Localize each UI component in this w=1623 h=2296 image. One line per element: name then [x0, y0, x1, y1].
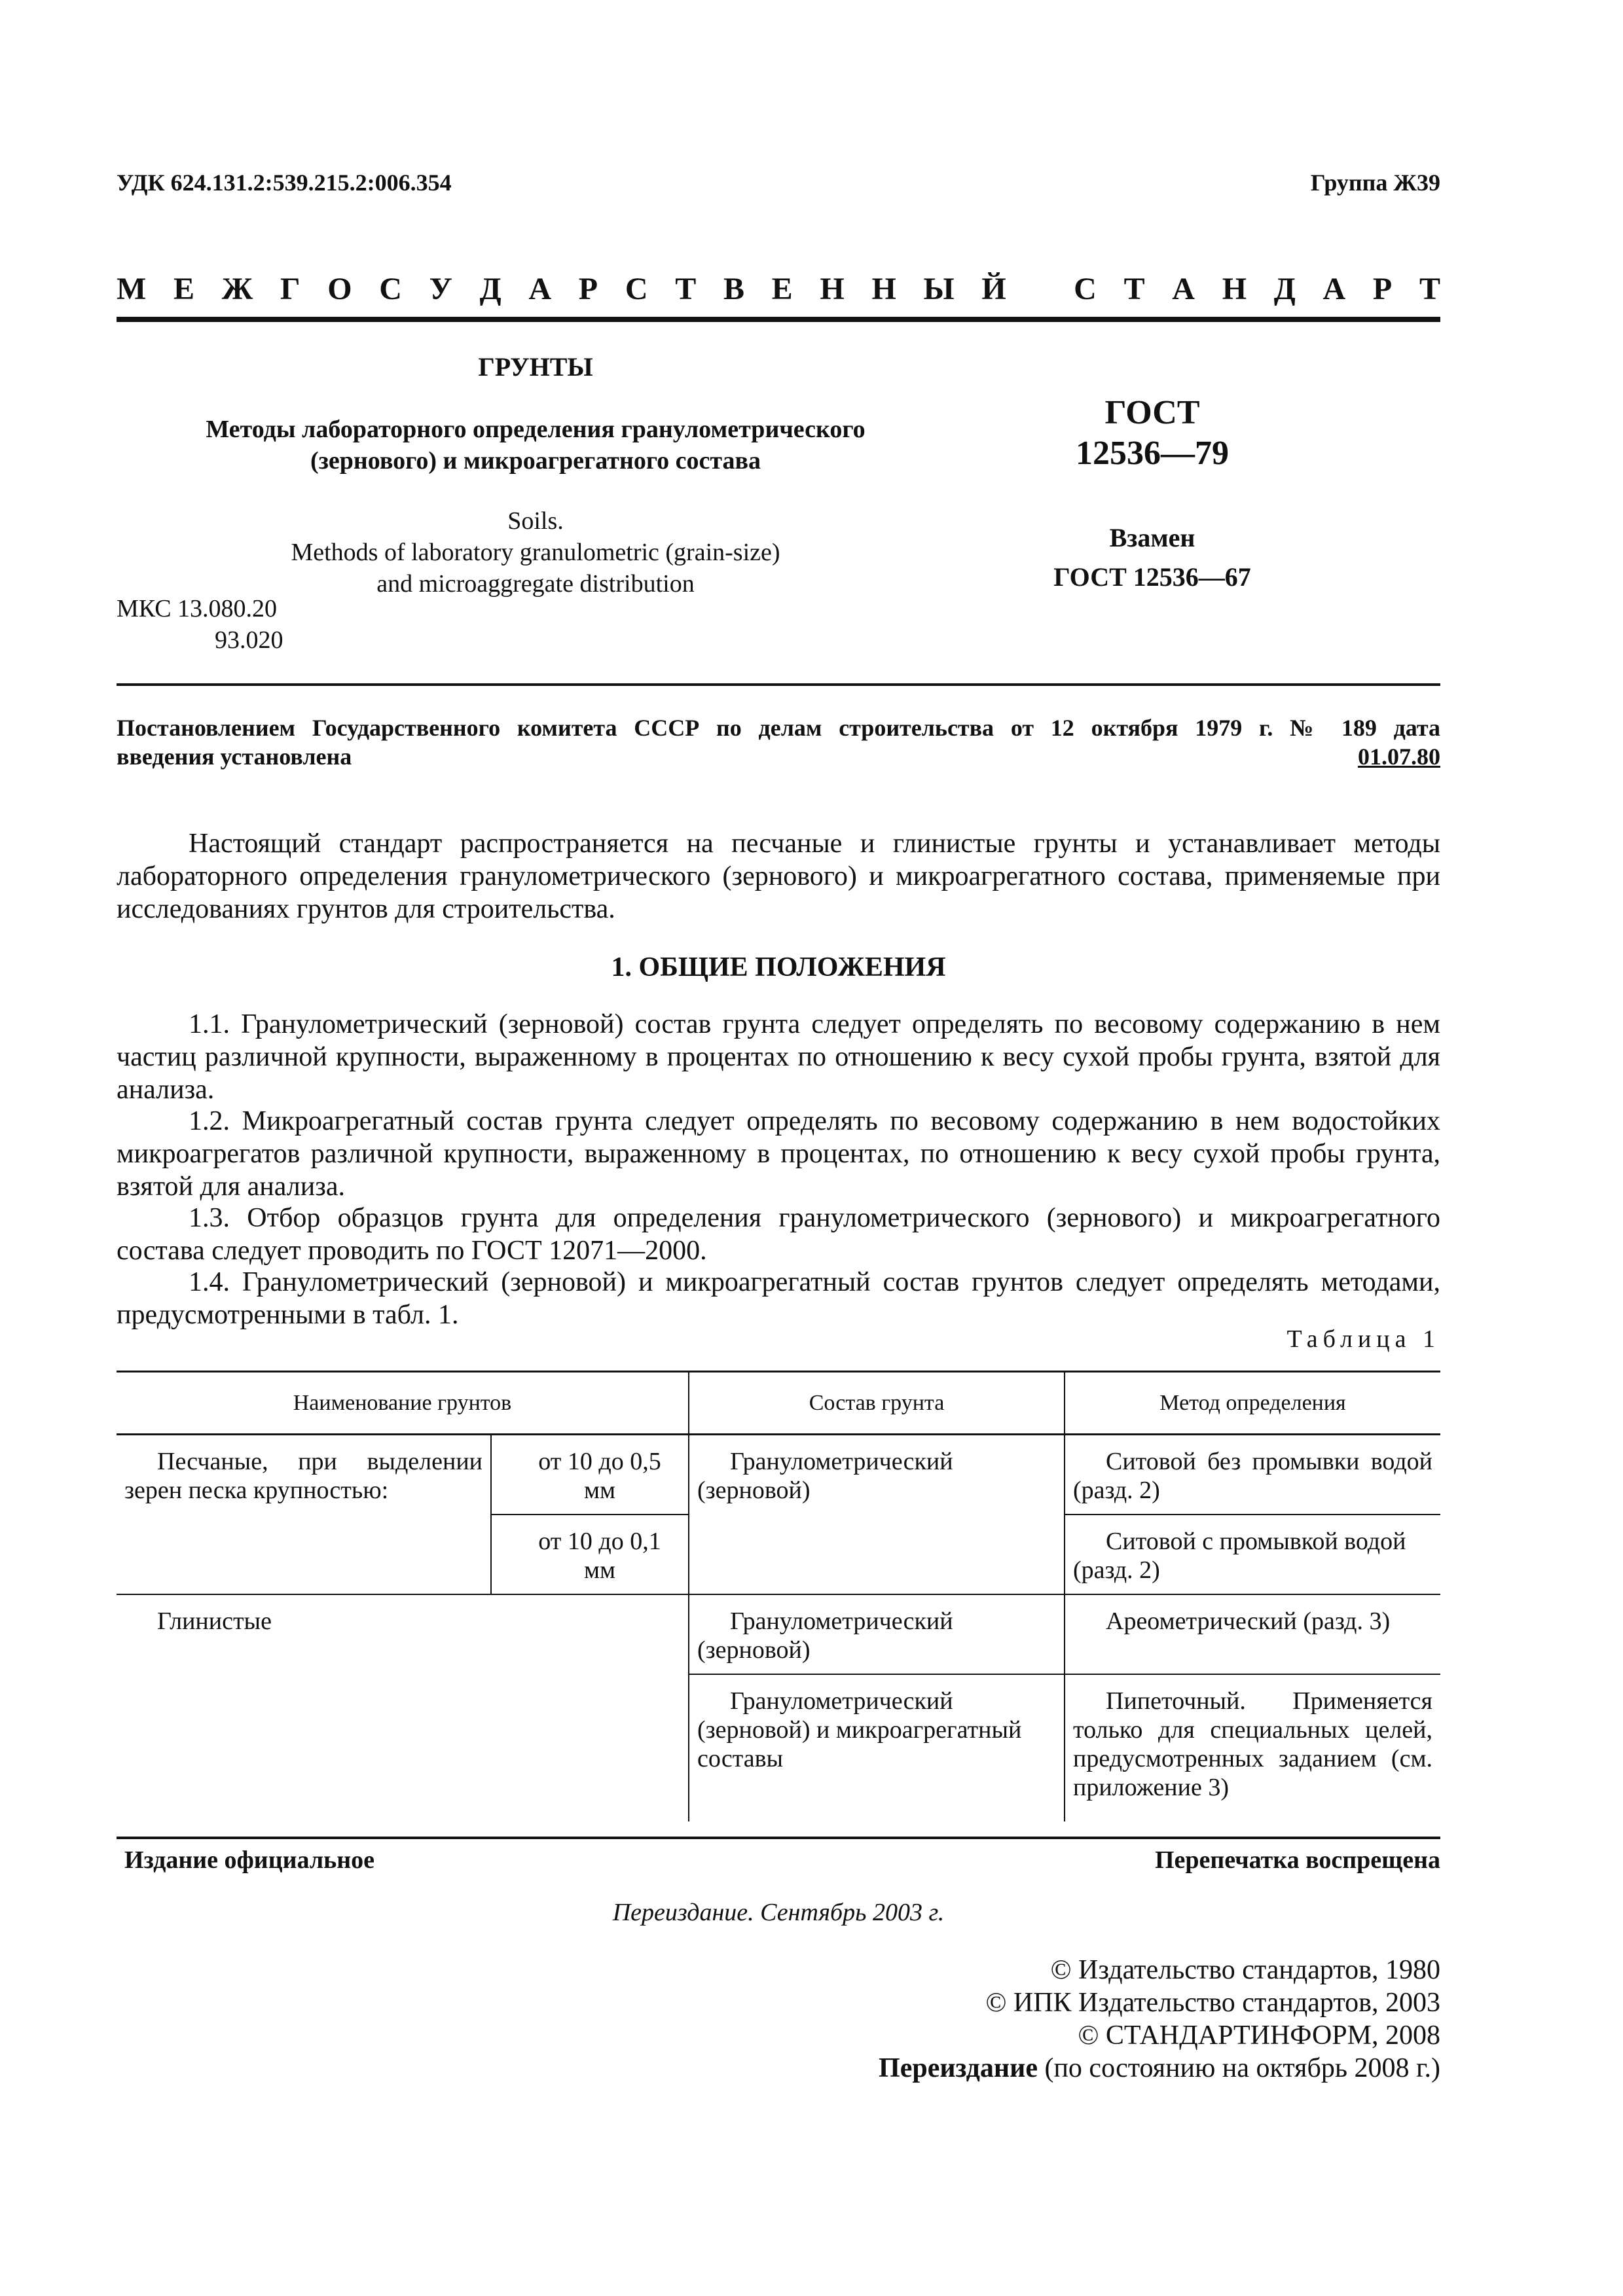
reissue-bold-label: Переиздание — [879, 2053, 1038, 2083]
banner-letter: Н — [820, 272, 845, 306]
intro-paragraph: Настоящий стандарт распространяется на песчаные и глинистые грунты и устанавливает методы лабораторного определения гранулометрического (зернового) и микроагрегатного состава, применяемые при исследованиях грунтов для строительства. — [117, 829, 1440, 924]
english-line-1: Soils. — [507, 507, 564, 535]
decree-line-2: введения установлена — [117, 744, 352, 770]
copyright-2003: © ИПК Издательство стандартов, 2003 — [985, 1988, 1440, 2018]
banner-letter: О — [327, 272, 352, 306]
replaces-label: Взамен — [1109, 523, 1195, 552]
clay-label-cell: Глинистые — [117, 1594, 689, 1821]
udk-code: УДК 624.131.2:539.215.2:006.354 — [117, 170, 452, 196]
sand-label-cell: Песчаные, при выделении зерен песка крупностью: — [117, 1435, 491, 1595]
section-heading: 1. ОБЩИЕ ПОЛОЖЕНИЯ — [611, 952, 946, 982]
gost-number — [1021, 393, 1283, 474]
method-cell-2: Ситовой с промывкой водой (разд. 2) — [1065, 1515, 1440, 1594]
banner-letter: Е — [771, 272, 793, 306]
english-line-2: Methods of laboratory granulometric (grain-size) — [291, 539, 780, 566]
banner-letter: А — [1322, 272, 1346, 306]
paragraph-1-2: 1.2. Микроагрегатный состав грунта следует определять по весовому содержанию в нем водостойких микроагрегатов различной крупности, выраженному в процентах, по отношению к весу сухой пробы грунта, взятой для анализа. — [117, 1106, 1440, 1202]
decree-date: 01.07.80 — [1358, 744, 1440, 770]
paragraph-1-1: 1.1. Гранулометрический (зерновой) состав грунта следует определять по весовому содержанию в нем частиц различной крупности, выраженному в процентах по отношению к весу сухой пробы грунта, взятой для анализа. — [117, 1009, 1440, 1105]
english-title — [117, 505, 955, 600]
banner-word-gap — [1033, 271, 1046, 310]
copyright-2008: © СТАНДАРТИНФОРМ, 2008 — [1078, 2020, 1440, 2051]
gost-label: ГОСТ — [1104, 394, 1200, 431]
paragraph-1-4: 1.4. Гранулометрический (зерновой) и микроагрегатный состав грунтов следует определять методами, предусмотренными в табл. 1. — [117, 1267, 1440, 1330]
header-composition: Состав грунта — [689, 1372, 1065, 1435]
title-rule — [117, 683, 1440, 686]
size-range-1: от 10 до 0,5 мм — [491, 1435, 689, 1515]
gost-code: 12536—79 — [1076, 435, 1229, 472]
subtitle-line-2: (зернового) и микроагрегатного состава — [310, 447, 761, 475]
banner-letter: М — [117, 272, 147, 306]
table-row — [117, 1435, 1440, 1515]
header-soil-name: Наименование грунтов — [117, 1372, 689, 1435]
banner-letter: С — [379, 272, 402, 306]
table-header-row — [117, 1372, 1440, 1435]
banner-letter: Ы — [923, 272, 955, 306]
banner-letter: А — [1172, 272, 1195, 306]
banner-letter: Г — [280, 272, 301, 306]
standard-banner — [117, 271, 1440, 310]
sand-composition-cell: Гранулометрический (зерновой) — [689, 1435, 1065, 1595]
copyright-block — [879, 1954, 1440, 2085]
banner-letter: У — [429, 272, 452, 306]
decree-line-1: Постановлением Государственного комитета СССР по делам строительства от 12 октября 1979 г. № 189 дата — [117, 715, 1440, 741]
banner-letter: Т — [1419, 272, 1440, 306]
group-code: Группа Ж39 — [1310, 170, 1440, 196]
copyright-1980: © Издательство стандартов, 1980 — [1050, 1955, 1440, 1985]
banner-rule — [117, 317, 1440, 322]
clay-composition-1: Гранулометрический (зерновой) — [689, 1594, 1065, 1674]
reprint-forbidden: Перепечатка воспрещена — [1154, 1846, 1440, 1874]
size-range-2: от 10 до 0,1 мм — [491, 1515, 689, 1594]
clay-method-2: Пипеточный. Применяется только для специальных целей, предусмотренных заданием (см. приложение 3) — [1073, 1687, 1432, 1801]
english-line-3: and microaggregate distribution — [376, 570, 695, 598]
method-cell-1: Ситовой без промывки водой (разд. 2) — [1065, 1435, 1440, 1515]
banner-letter: Т — [675, 272, 697, 306]
banner-letter: Р — [578, 272, 598, 306]
banner-letter: Р — [1372, 272, 1393, 306]
subtitle-line-1: Методы лабораторного определения гранулометрического — [206, 416, 866, 443]
banner-letter: Е — [173, 272, 195, 306]
reissue-status — [879, 2052, 1440, 2085]
banner-letter: С — [1074, 272, 1097, 306]
reissue-note: Переиздание. Сентябрь 2003 г. — [612, 1899, 945, 1926]
replaces-code: ГОСТ 12536—67 — [1053, 562, 1251, 592]
clay-composition-2: Гранулометрический (зерновой) и микроагрегатный составы — [689, 1674, 1065, 1821]
banner-letter: Т — [1123, 272, 1145, 306]
table-row — [117, 1594, 1440, 1674]
table-1 — [117, 1371, 1440, 1821]
mks-codes — [117, 593, 283, 656]
banner-letter: Й — [981, 272, 1006, 306]
doc-title: ГРУНТЫ — [478, 352, 593, 382]
decree-block — [117, 713, 1440, 771]
paragraph-1-3: 1.3. Отбор образцов грунта для определения гранулометрического (зернового) и микроагрегатного состава следует проводить по ГОСТ 12071—2000. — [117, 1203, 1440, 1266]
mks-line-1: МКС 13.080.20 — [117, 595, 278, 622]
banner-letter: Н — [1222, 272, 1247, 306]
banner-letter: Ж — [221, 272, 253, 306]
table-caption: Таблица 1 — [1286, 1325, 1440, 1353]
mks-line-2: 93.020 — [215, 626, 283, 654]
banner-letter: Д — [1273, 272, 1296, 306]
banner-letter: Д — [479, 272, 501, 306]
banner-letter: Н — [871, 272, 896, 306]
reissue-status-note: (по состоянию на октябрь 2008 г.) — [1044, 2053, 1440, 2083]
header-method: Метод определения — [1159, 1390, 1346, 1415]
banner-letter: В — [723, 272, 744, 306]
footer-rule — [117, 1837, 1440, 1839]
banner-letter: А — [528, 272, 552, 306]
official-edition: Издание официальное — [124, 1846, 375, 1874]
gost-replaces — [1021, 518, 1283, 597]
clay-method-1: Ареометрический (разд. 3) — [1065, 1594, 1440, 1674]
banner-letter: С — [625, 272, 648, 306]
doc-subtitle — [117, 414, 955, 476]
